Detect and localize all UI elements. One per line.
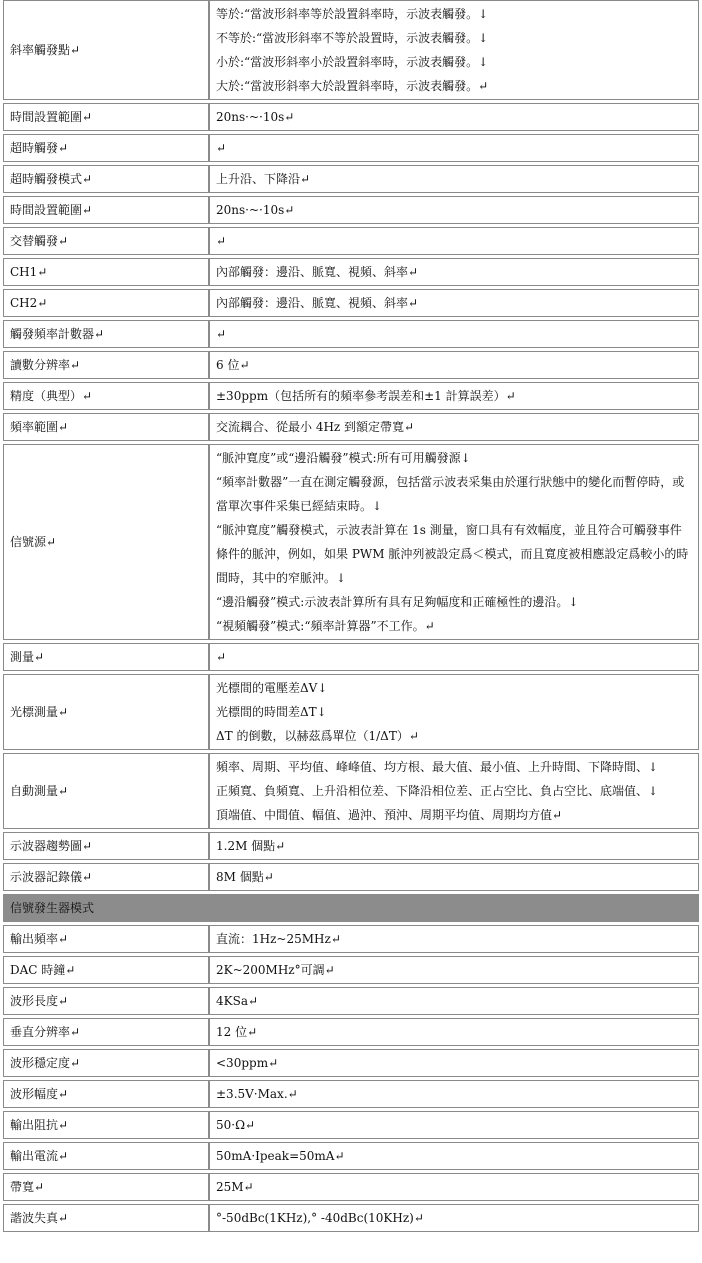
spec-row bbox=[3, 863, 699, 891]
spec-row bbox=[3, 289, 699, 317]
spec-value bbox=[209, 1173, 699, 1201]
spec-value-line: ΔT 的倒數，以赫茲爲單位（1/ΔT）↵ bbox=[216, 729, 419, 743]
spec-row bbox=[3, 413, 699, 441]
spec-row bbox=[3, 320, 699, 348]
spec-value bbox=[209, 863, 699, 891]
spec-value-line: 小於:“當波形斜率小於設置斜率時，示波表觸發。↓ bbox=[216, 55, 489, 69]
spec-value bbox=[209, 1080, 699, 1108]
spec-label: 輸出頻率↵ bbox=[3, 925, 209, 953]
spec-value-line: ↵ bbox=[216, 141, 227, 155]
spec-value bbox=[209, 1204, 699, 1232]
spec-value-line: 頂端值、中間值、幅值、過沖、預沖、周期平均值、周期均方值↵ bbox=[216, 808, 563, 822]
spec-value-line: “脈沖寬度”觸發模式，示波表計算在 1s 測量，窗口具有有效幅度，並且符合可觸發事件條件的脈沖，例如，如果 PWM 脈沖列被設定爲＜模式，而且寬度被相應設定爲較小的時間時，其中的窄脈沖。↓ bbox=[216, 523, 689, 585]
spec-value bbox=[209, 1111, 699, 1139]
spec-value bbox=[209, 227, 699, 255]
spec-value-line: 不等於:“當波形斜率不等於設置時，示波表觸發。↓ bbox=[216, 31, 489, 45]
spec-label: 帶寬↵ bbox=[3, 1173, 209, 1201]
spec-value-line: 1.2M 個點↵ bbox=[216, 839, 286, 853]
spec-row bbox=[3, 1080, 699, 1108]
spec-value bbox=[209, 413, 699, 441]
spec-row bbox=[3, 444, 699, 640]
spec-row bbox=[3, 674, 699, 750]
spec-row bbox=[3, 165, 699, 193]
spec-value-line: 20ns·~·10s↵ bbox=[216, 110, 295, 124]
spec-label: 斜率觸發點↵ bbox=[3, 0, 209, 100]
spec-value-line: ±30ppm（包括所有的頻率參考誤差和±1 計算誤差）↵ bbox=[216, 389, 516, 403]
spec-value-line: 20ns·~·10s↵ bbox=[216, 203, 295, 217]
spec-label: 測量↵ bbox=[3, 643, 209, 671]
spec-row bbox=[3, 1142, 699, 1170]
spec-value-line: 光標間的時間差ΔT↓ bbox=[216, 705, 327, 719]
spec-value-line: 直流：1Hz~25MHz↵ bbox=[216, 932, 341, 946]
spec-label: 示波器記錄儀↵ bbox=[3, 863, 209, 891]
spec-value-line: “視頻觸發”模式:“頻率計算器”不工作。↵ bbox=[216, 619, 435, 633]
spec-value-line: 大於:“當波形斜率大於設置斜率時，示波表觸發。↵ bbox=[216, 79, 489, 93]
spec-value-line: “脈沖寬度”或“邊沿觸發”模式:所有可用觸發源↓ bbox=[216, 451, 471, 465]
spec-value-line: 8M 個點↵ bbox=[216, 870, 274, 884]
spec-value bbox=[209, 258, 699, 286]
spec-label: 示波器趨勢圖↵ bbox=[3, 832, 209, 860]
spec-value bbox=[209, 674, 699, 750]
spec-row bbox=[3, 1111, 699, 1139]
spec-label: 波形幅度↵ bbox=[3, 1080, 209, 1108]
spec-label: 讀數分辨率↵ bbox=[3, 351, 209, 379]
spec-value-line: 內部觸發：邊沿、脈寬、視頻、斜率↵ bbox=[216, 265, 419, 279]
spec-value-line: <30ppm↵ bbox=[216, 1056, 279, 1070]
spec-label: 諧波失真↵ bbox=[3, 1204, 209, 1232]
spec-value bbox=[209, 643, 699, 671]
spec-label: 自動測量↵ bbox=[3, 753, 209, 829]
spec-row bbox=[3, 103, 699, 131]
spec-label: 光標測量↵ bbox=[3, 674, 209, 750]
spec-value-line: 50mA·Ipeak=50mA↵ bbox=[216, 1149, 345, 1163]
spec-label: 時間設置範圍↵ bbox=[3, 196, 209, 224]
spec-row bbox=[3, 0, 699, 100]
spec-value bbox=[209, 444, 699, 640]
spec-row bbox=[3, 382, 699, 410]
spec-value-line: °-50dBc(1KHz),° -40dBc(10KHz)↵ bbox=[216, 1211, 424, 1225]
spec-row bbox=[3, 1018, 699, 1046]
spec-row bbox=[3, 832, 699, 860]
spec-value-line: ↵ bbox=[216, 234, 227, 248]
spec-row bbox=[3, 956, 699, 984]
spec-label: 輸出阻抗↵ bbox=[3, 1111, 209, 1139]
spec-value-line: 12 位↵ bbox=[216, 1025, 258, 1039]
spec-value-line: ↵ bbox=[216, 650, 227, 664]
spec-row bbox=[3, 1049, 699, 1077]
spec-label: CH2↵ bbox=[3, 289, 209, 317]
spec-value bbox=[209, 925, 699, 953]
spec-value bbox=[209, 753, 699, 829]
spec-row bbox=[3, 987, 699, 1015]
spec-value bbox=[209, 103, 699, 131]
spec-value bbox=[209, 382, 699, 410]
section-title: 信號發生器模式 bbox=[3, 894, 699, 922]
spec-label: 頻率範圍↵ bbox=[3, 413, 209, 441]
spec-value bbox=[209, 0, 699, 100]
spec-value bbox=[209, 987, 699, 1015]
spec-label: DAC 時鐘↵ bbox=[3, 956, 209, 984]
spec-label: 交替觸發↵ bbox=[3, 227, 209, 255]
spec-row bbox=[3, 227, 699, 255]
spec-row bbox=[3, 925, 699, 953]
spec-label: 時間設置範圍↵ bbox=[3, 103, 209, 131]
spec-label: 精度（典型）↵ bbox=[3, 382, 209, 410]
spec-value bbox=[209, 1142, 699, 1170]
spec-label: 觸發頻率計數器↵ bbox=[3, 320, 209, 348]
spec-value bbox=[209, 832, 699, 860]
spec-value-line: 正頻寬、負頻寬、上升沿相位差、下降沿相位差、正占空比、負占空比、底端值、↓ bbox=[216, 784, 659, 798]
section-header-row bbox=[3, 894, 699, 922]
spec-row bbox=[3, 1204, 699, 1232]
spec-value-line: 頻率、周期、平均值、峰峰值、均方根、最大值、最小值、上升時間、下降時間、↓ bbox=[216, 760, 659, 774]
spec-value bbox=[209, 956, 699, 984]
spec-value-line: 4KSa↵ bbox=[216, 994, 259, 1008]
spec-value bbox=[209, 320, 699, 348]
spec-row bbox=[3, 196, 699, 224]
spec-label: 波形穩定度↵ bbox=[3, 1049, 209, 1077]
spec-table-body bbox=[3, 0, 699, 1232]
spec-row bbox=[3, 643, 699, 671]
spec-value bbox=[209, 196, 699, 224]
spec-value bbox=[209, 351, 699, 379]
spec-label: 超時觸發模式↵ bbox=[3, 165, 209, 193]
spec-value-line: 交流耦合、從最小 4Hz 到額定帶寬↵ bbox=[216, 420, 415, 434]
spec-value-line: 等於:“當波形斜率等於設置斜率時，示波表觸發。↓ bbox=[216, 7, 489, 21]
spec-value bbox=[209, 1049, 699, 1077]
spec-value bbox=[209, 1018, 699, 1046]
spec-label: 波形長度↵ bbox=[3, 987, 209, 1015]
spec-table bbox=[3, 0, 699, 1235]
spec-row bbox=[3, 753, 699, 829]
spec-value-line: ↵ bbox=[216, 327, 227, 341]
spec-value-line: “邊沿觸發”模式:示波表計算所有具有足夠幅度和正確極性的邊沿。↓ bbox=[216, 595, 579, 609]
spec-value-line: 6 位↵ bbox=[216, 358, 250, 372]
spec-value-line: 50·Ω↵ bbox=[216, 1118, 256, 1132]
spec-value-line: 上升沿、下降沿↵ bbox=[216, 172, 311, 186]
spec-value-line: ±3.5V·Max.↵ bbox=[216, 1087, 298, 1101]
spec-value-line: 2K~200MHz°可調↵ bbox=[216, 963, 335, 977]
spec-row bbox=[3, 258, 699, 286]
spec-label: 輸出電流↵ bbox=[3, 1142, 209, 1170]
spec-label: CH1↵ bbox=[3, 258, 209, 286]
spec-value bbox=[209, 134, 699, 162]
spec-value-line: 25M↵ bbox=[216, 1180, 254, 1194]
spec-label: 超時觸發↵ bbox=[3, 134, 209, 162]
spec-value bbox=[209, 165, 699, 193]
spec-value-line: “頻率計數器”一直在測定觸發源，包括當示波表采集由於運行狀態中的變化而暫停時，或當單次事件采集已經結束時。↓ bbox=[216, 475, 685, 513]
spec-value-line: 內部觸發：邊沿、脈寬、視頻、斜率↵ bbox=[216, 296, 419, 310]
spec-row bbox=[3, 1173, 699, 1201]
spec-label: 信號源↵ bbox=[3, 444, 209, 640]
spec-row bbox=[3, 134, 699, 162]
spec-value bbox=[209, 289, 699, 317]
spec-label: 垂直分辨率↵ bbox=[3, 1018, 209, 1046]
spec-row bbox=[3, 351, 699, 379]
spec-value-line: 光標間的電壓差ΔV↓ bbox=[216, 681, 328, 695]
